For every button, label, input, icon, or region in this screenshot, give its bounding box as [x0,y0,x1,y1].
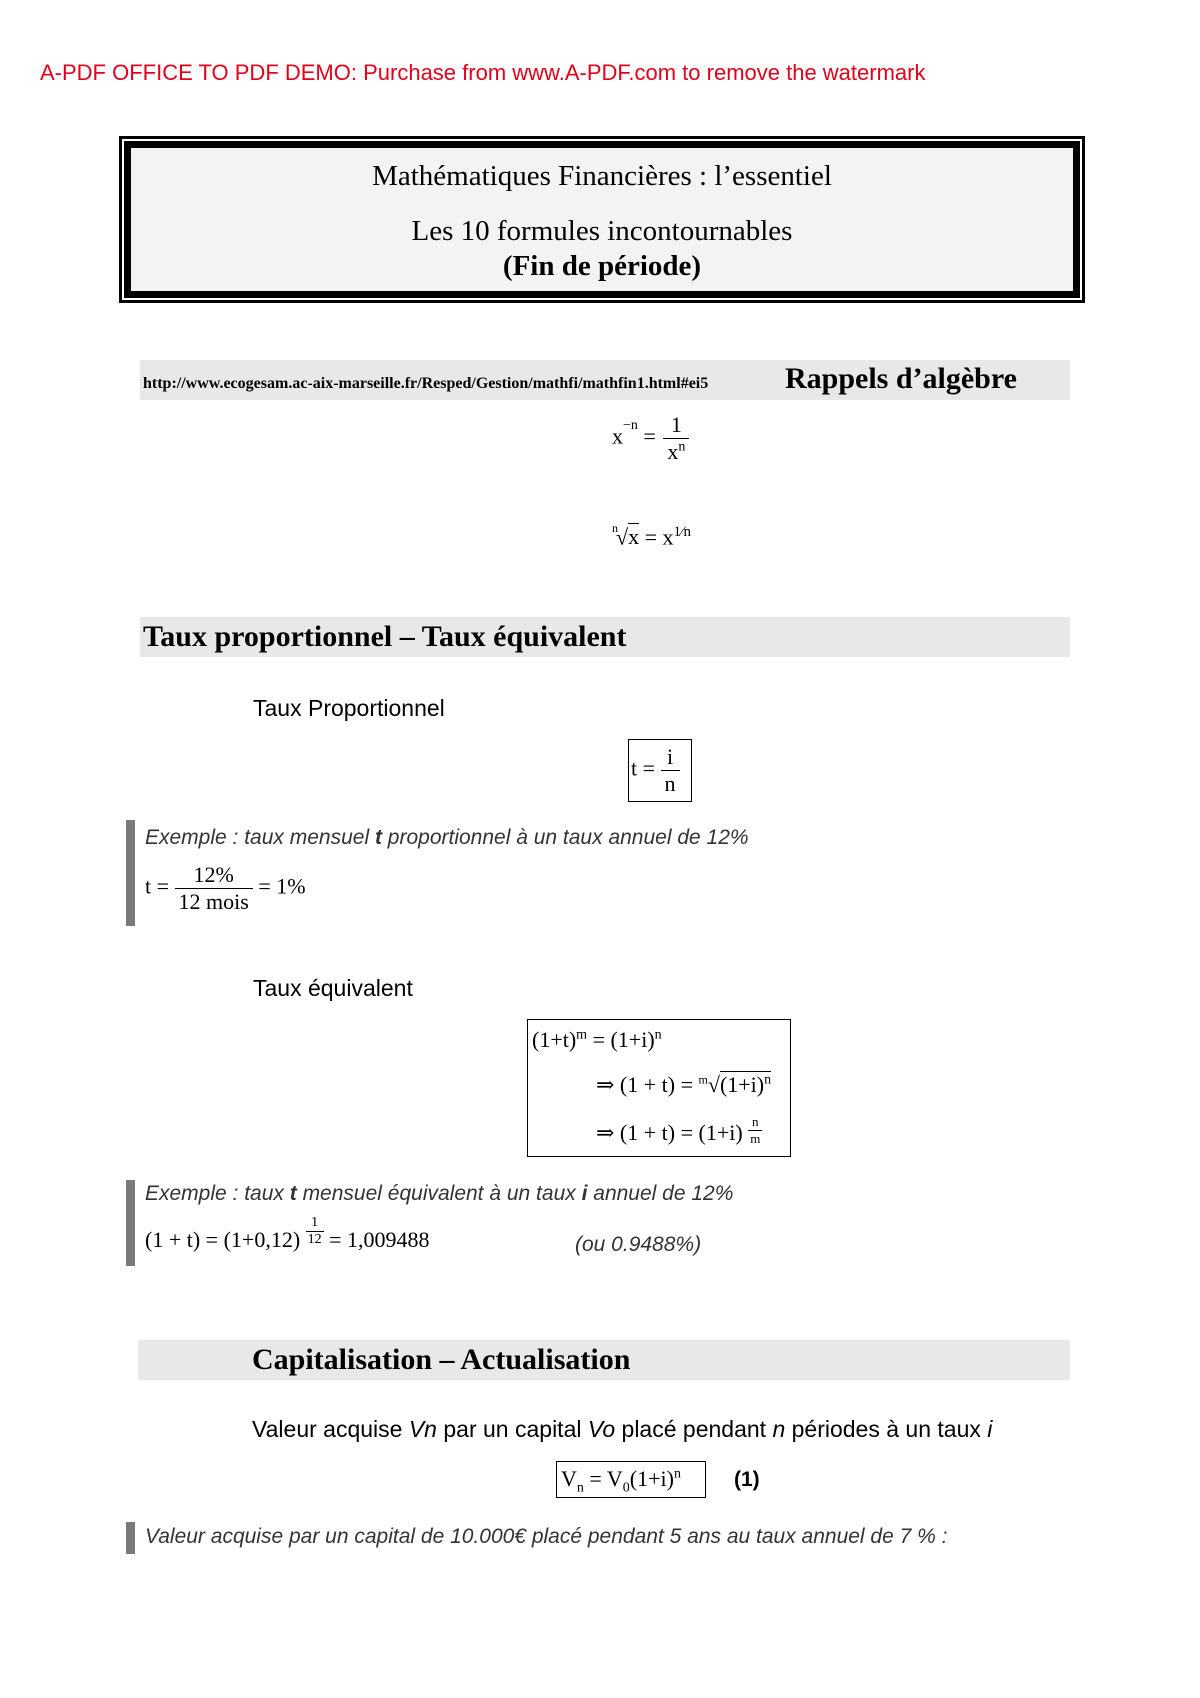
subheading-taux-equivalent: Taux équivalent [253,975,413,1001]
source-link[interactable]: http://www.ecogesam.ac-aix-marseille.fr/Resped/Gestion/mathfi/mathfin1.html#ei5 [143,375,709,392]
document-period: (Fin de période) [502,250,702,282]
example-marker [126,820,135,926]
calc-taux-equivalent-note: (ou 0.9488%) [575,1233,702,1256]
equiv-line-3: ⇒ (1 + t) = (1+i) $\frac{n}{m}$ [596,1114,761,1146]
formula-label-1: (1) [734,1468,760,1491]
calc-taux-proportionnel: t = $\frac{12\%}{\text{12 mois}}$ = 1% [145,862,306,914]
equiv-line-1: $(1+t)^m = (1+i)^n$ [532,1027,662,1052]
example-valeur-acquise: Valeur acquise par un capital de 10.000€ placé pendant 5 ans au taux annuel de 7 % : [145,1525,948,1548]
subheading-taux-proportionnel: Taux Proportionnel [253,695,445,721]
formula-nth-root: $^n√x = x^{1⁄n}$ [612,521,692,550]
formula-box-taux-proportionnel: t = $\frac{i}{n}$ [628,739,692,802]
section-title-rappels: Rappels d’algèbre [785,362,1017,395]
title-box [124,141,1080,298]
document-subtitle: Les 10 formules incontournables [411,215,793,247]
watermark: A-PDF OFFICE TO PDF DEMO: Purchase from www.A-PDF.com to remove the watermark [40,60,926,85]
section-title-taux: Taux proportionnel – Taux équivalent [143,620,627,653]
formula-negative-exponent: $x^{-n}$ = $\frac{1}{x^n}$ [612,412,689,465]
example-taux-equivalent: Exemple : taux t mensuel équivalent à un taux i annuel de 12% [145,1182,734,1205]
calc-taux-equivalent: (1 + t) = (1+0,12) $\frac{1}{12}$ = 1,009488 [145,1215,430,1252]
example-marker [126,1180,135,1266]
section-title-capitalisation: Capitalisation – Actualisation [252,1343,631,1376]
example-taux-proportionnel: Exemple : taux mensuel t proportionnel à un taux annuel de 12% [145,826,749,849]
subheading-valeur-acquise: Valeur acquise Vn par un capital Vo placé pendant n périodes à un taux i [252,1416,993,1442]
document-title: Mathématiques Financières : l’essentiel [372,160,832,192]
equiv-line-2: ⇒ $(1 + t) = ^m√(1+i)^n$ [596,1072,772,1097]
example-marker [126,1522,135,1554]
formula-box-valeur-acquise: $V_n = V_0(1+i)^n$ [556,1461,706,1498]
